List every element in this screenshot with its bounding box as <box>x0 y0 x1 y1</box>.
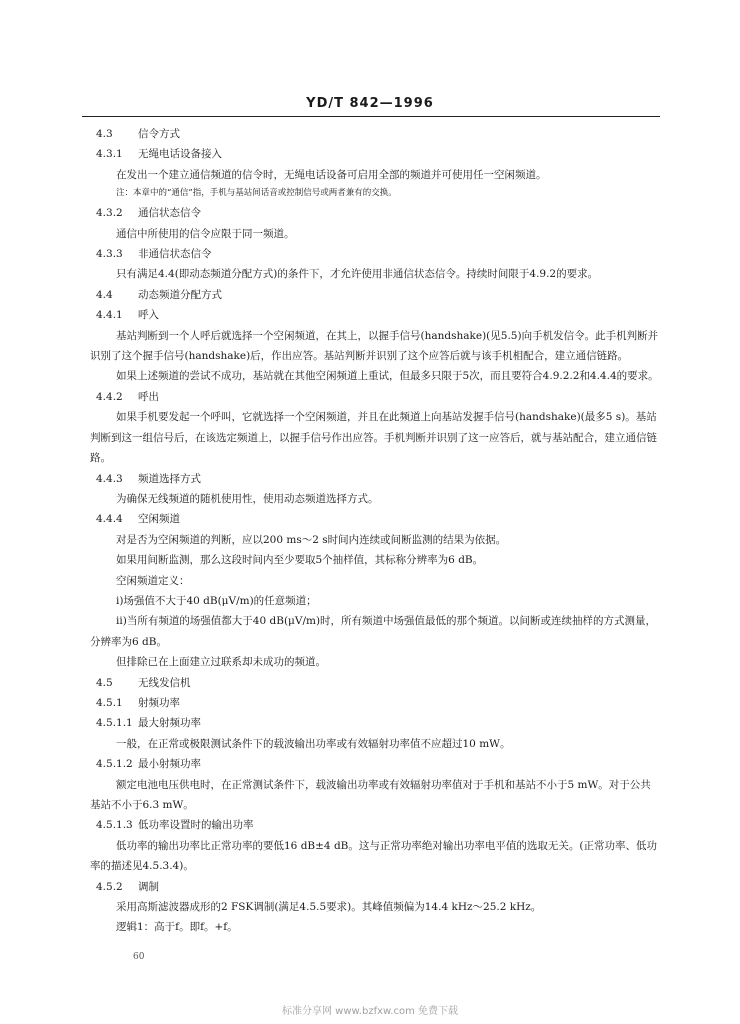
body-paragraph: 在发出一个建立通信频道的信令时，无绳电话设备可启用全部的频道并可使用任一空闲频道。 <box>116 168 547 181</box>
section-title: 调制 <box>138 880 159 893</box>
body-paragraph: 对是否为空闲频道的判断，应以200 ms～2 s时间内连续或间断监测的结果为依据。 <box>116 533 507 546</box>
section-heading <box>90 305 660 325</box>
body-paragraph: 如果用间断监测，那么这段时间内至少要取5个抽样值，其标称分辨率为6 dB。 <box>116 554 484 567</box>
section-heading <box>90 203 660 223</box>
section-title: 低功率设置时的输出功率 <box>138 819 254 832</box>
section-heading <box>90 673 660 693</box>
body-paragraph: 如果上述频道的尝试不成功，基站就在其他空闲频道上重试，但最多只限于5次，而且要符合4.9.2.2和4.4.4的要求。 <box>116 370 659 383</box>
section-number: 4.3.1 <box>96 148 123 161</box>
section-title: 无绳电话设备接入 <box>138 148 222 161</box>
body-paragraph: 基站判断到一个人呼后就选择一个空闲频道，在其上，以握手信号(handshake)(见5.5)向手机发信令。此手机判断并识别了这个握手信号(handshake)后，作出应答。基站判断并识别了这个应答后就与该手机相配合，建立通信链路。 <box>90 329 659 363</box>
section-title: 动态频道分配方式 <box>138 288 222 301</box>
section-number: 4.4 <box>96 288 113 301</box>
section-number: 4.5.1.1 <box>96 717 133 730</box>
section-number: 4.4.3 <box>96 472 123 485</box>
section-title: 呼出 <box>138 390 159 403</box>
section-title: 无线发信机 <box>138 676 191 689</box>
page-number: 60 <box>133 952 145 962</box>
body-paragraph: i)场强值不大于40 dB(μV/m)的任意频道； <box>116 594 317 607</box>
section-heading <box>90 713 660 733</box>
section-number: 4.5.1 <box>96 696 123 709</box>
body-paragraph: 采用高斯滤波器成形的2 FSK调制(满足4.5.5要求)。其峰值频偏为14.4 kHz～25.2 kHz。 <box>116 901 542 914</box>
body-paragraph: 低功率的输出功率比正常功率的要低16 dB±4 dB。这与正常功率绝对输出功率电平值的选取无关。(正常功率、低功率的描述见4.5.3.4)。 <box>90 839 657 873</box>
watermark-footer: 标准分享网 www.bzfxw.com 免费下载 <box>282 1006 458 1017</box>
section-title: 最大射频功率 <box>138 717 201 730</box>
body-paragraph: 一般，在正常或极限测试条件下的载波输出功率或有效辐射功率值不应超过10 mW。 <box>116 737 511 750</box>
section-number: 4.5 <box>96 676 113 689</box>
document-body <box>90 124 660 938</box>
section-heading <box>90 144 660 164</box>
body-paragraph: 但排除已在上面建立过联系却未成功的频道。 <box>116 656 326 669</box>
body-paragraph: ii)当所有频道的场强值都大于40 dB(μV/m)时，所有频道中场强值最低的那个频道。以间断或连续抽样的方式测量，分辨率为6 dB。 <box>90 615 657 648</box>
section-number: 4.5.1.3 <box>96 819 133 832</box>
section-title: 非通信状态信令 <box>138 248 212 261</box>
section-title: 信令方式 <box>138 128 180 140</box>
section-title: 呼入 <box>138 309 159 322</box>
body-paragraph: 只有满足4.4(即动态频道分配方式)的条件下，才允许使用非通信状态信令。持续时间限于4.9.2的要求。 <box>116 268 599 281</box>
section-heading <box>90 285 660 305</box>
section-number: 4.4.4 <box>96 513 123 526</box>
document-header: YD/T 842—1996 <box>306 96 434 111</box>
section-heading <box>90 124 660 144</box>
body-paragraph: 如果手机要发起一个呼叫，它就选择一个空闲频道，并且在此频道上向基站发握手信号(handshake)(最多5 s)。基站判断到这一组信号后，在该选定频道上，以握手信号作出应答。手机判断并识别了这一应答后，就与基站配合，建立通信链路。 <box>90 411 657 465</box>
section-number: 4.5.2 <box>96 880 123 893</box>
body-paragraph: 额定电池电压供电时，在正常测试条件下，载波输出功率或有效辐射功率值对于手机和基站不小于5 mW。对于公共基站不小于6.3 mW。 <box>90 778 651 811</box>
section-title: 频道选择方式 <box>138 472 201 485</box>
section-number: 4.5.1.2 <box>96 758 133 771</box>
section-title: 射频功率 <box>138 696 180 709</box>
section-number: 4.3 <box>96 128 113 140</box>
section-number: 4.4.1 <box>96 309 123 322</box>
section-number: 4.4.2 <box>96 390 123 403</box>
body-paragraph: 通信中所使用的信令应限于同一频道。 <box>116 227 295 240</box>
section-heading <box>90 387 660 407</box>
section-title: 最小射频功率 <box>138 758 201 771</box>
section-heading <box>90 244 660 264</box>
section-title: 通信状态信令 <box>138 207 201 220</box>
section-title: 空闲频道 <box>138 513 180 526</box>
note-text: 注：本章中的“通信”指，手机与基站间话音或控制信号或两者兼有的交换。 <box>116 188 397 199</box>
header-rule <box>82 116 660 117</box>
body-paragraph: 为确保无线频道的随机使用性，使用动态频道选择方式。 <box>116 492 379 505</box>
section-heading <box>90 815 660 835</box>
section-heading <box>90 509 660 529</box>
body-paragraph: 空闲频道定义： <box>116 574 190 587</box>
section-number: 4.3.2 <box>96 207 123 220</box>
section-heading <box>90 877 660 897</box>
body-paragraph: 逻辑1：高于f。即f。+f。 <box>116 921 238 934</box>
section-number: 4.3.3 <box>96 248 123 261</box>
section-heading <box>90 693 660 713</box>
section-heading <box>90 754 660 774</box>
section-heading <box>90 469 660 489</box>
